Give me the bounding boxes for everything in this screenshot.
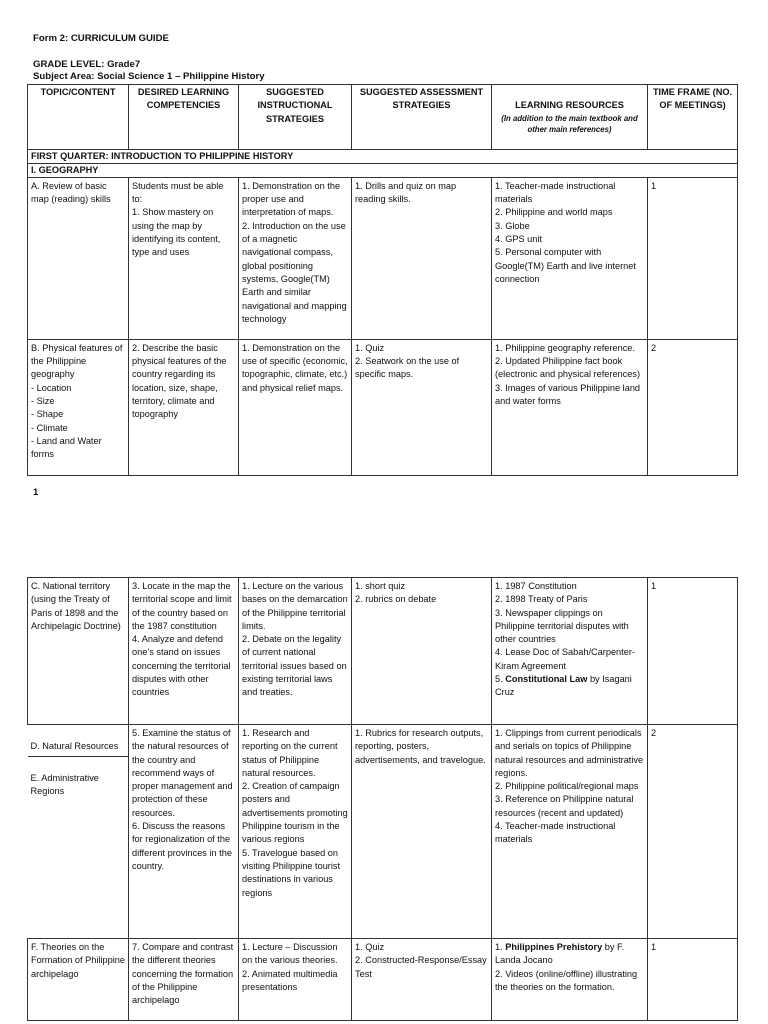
competencies-cell: 7. Compare and contrast the different theories concerning the formation of the Philippine archipelago <box>129 939 239 1021</box>
table-row <box>28 339 738 475</box>
resources-text: 1. <box>495 942 506 952</box>
instructional-cell: 1. Lecture – Discussion on the various theories. 2. Animated multimedia presentations <box>239 939 352 1021</box>
competencies-cell: 3. Locate in the map the territorial scope and limit of the country based on the 1987 constitution 4. Analyze and defend one’s stand on issues concerning the territorial disputes with other countries <box>129 578 239 725</box>
curriculum-table-page1 <box>27 84 738 476</box>
competencies-cell: 2. Describe the basic physical features of the country regarding its location, size, shape, territory, climate and topography <box>129 339 239 475</box>
resources-cell: 1. Teacher-made instructional materials 2. Philippine and world maps 3. Globe 4. GPS unit 5. Personal computer with Google(TM) Earth and live internet connection <box>492 177 648 339</box>
resources-cell: 1. Philippine geography reference. 2. Updated Philippine fact book (electronic and physical references) 3. Images of various Philippine land and water forms <box>492 339 648 475</box>
assessment-cell: 1. short quiz 2. rubrics on debate <box>352 578 492 725</box>
curriculum-table-page2 <box>27 577 738 1021</box>
topic-cell: A. Review of basic map (reading) skills <box>28 177 129 339</box>
topic-cell: B. Physical features of the Philippine geography - Location - Size - Shape - Climate - Land and Water forms <box>28 339 129 475</box>
section-row <box>28 163 738 177</box>
col-resources-header <box>492 85 648 150</box>
quarter-title: FIRST QUARTER: INTRODUCTION TO PHILIPPINE HISTORY <box>28 149 738 163</box>
competencies-cell: 5. Examine the status of the natural resources of the country and recommend ways of proper management and protection of these resources. 6. Discuss the reasons for regionalization of the different provinces in the country. <box>129 725 239 939</box>
assessment-cell: 1. Rubrics for research outputs, reporting, posters, advertisements, and travelogue. <box>352 725 492 939</box>
resources-cell: 1. Clippings from current periodicals and serials on topics of Philippine natural resources and administrative regions. 2. Philippine political/regional maps 3. Reference on Philippine natural resources (recent and updated) 4. Teacher-made instructional materials <box>492 725 648 939</box>
topic-administrative-regions: E. Administrative Regions <box>30 772 99 797</box>
instructional-cell: 1. Demonstration on the proper use and interpretation of maps. 2. Introduction on the use of a magnetic navigational compass, global positioning systems, Google(TM) Earth and similar navigational and mapping technology <box>239 177 352 339</box>
topic-natural-resources: D. Natural Resources <box>28 738 129 756</box>
col-topic-header: TOPIC/CONTENT <box>28 85 129 150</box>
resources-cell <box>492 578 648 725</box>
grade-level: GRADE LEVEL: Grade7 <box>33 59 141 70</box>
assessment-cell: 1. Quiz 2. Constructed-Response/Essay Test <box>352 939 492 1021</box>
topic-cell: C. National territory (using the Treaty of Paris of 1898 and the Archipelagic Doctrine) <box>28 578 129 725</box>
instructional-cell: 1. Research and reporting on the current status of Philippine natural resources. 2. Creation of campaign posters and advertisements promoting Philippine tourism in the various regions 5. Travelogue based on visiting Philippine tourist destinations in various regions <box>239 725 352 939</box>
time-cell: 2 <box>648 339 738 475</box>
col-competencies-header: DESIRED LEARNING COMPETENCIES <box>129 85 239 150</box>
time-cell: 2 <box>648 725 738 939</box>
book-title: Philippines Prehistory <box>505 942 603 952</box>
quarter-row <box>28 149 738 163</box>
resources-header-note: (In addition to the main textbook and other main references) <box>501 113 638 134</box>
competencies-cell: Students must be able to: 1. Show mastery on using the map by identifying its content, type and uses <box>129 177 239 339</box>
time-cell: 1 <box>648 939 738 1021</box>
section-title: I. GEOGRAPHY <box>28 163 738 177</box>
assessment-cell: 1. Drills and quiz on map reading skills. <box>352 177 492 339</box>
book-author: by Isagani Cruz <box>495 674 632 698</box>
topic-cell: F. Theories on the Formation of Philippine archipelago <box>28 939 129 1021</box>
form-title: Form 2: CURRICULUM GUIDE <box>33 33 169 44</box>
resources-cell <box>492 939 648 1021</box>
table-row <box>28 939 738 1021</box>
col-instructional-header: SUGGESTED INSTRUCTIONAL STRATEGIES <box>239 85 352 150</box>
table-row <box>28 177 738 339</box>
assessment-cell: 1. Quiz 2. Seatwork on the use of specific maps. <box>352 339 492 475</box>
subject-area: Subject Area: Social Science 1 – Philippine History <box>33 71 265 82</box>
col-time-header: TIME FRAME (NO. OF MEETINGS) <box>648 85 738 150</box>
table-row <box>28 725 738 939</box>
topic-cell <box>28 725 129 939</box>
col-assessment-header: SUGGESTED ASSESSMENT STRATEGIES <box>352 85 492 150</box>
instructional-cell: 1. Lecture on the various bases on the demarcation of the Philippine territorial limits. 2. Debate on the legality of current national territorial issues based on existing territorial laws and treaties. <box>239 578 352 725</box>
book-author: by F. Landa Jocano 2. Videos (online/offline) illustrating the theories on the formation. <box>495 942 638 992</box>
instructional-cell: 1. Demonstration on the use of specific (economic, topographic, climate, etc.) and physical relief maps. <box>239 339 352 475</box>
resources-header-label: LEARNING RESOURCES <box>515 100 624 111</box>
book-title: Constitutional Law <box>505 674 588 685</box>
page-number: 1 <box>33 487 39 498</box>
table-header-row <box>28 85 738 150</box>
table-row <box>28 578 738 725</box>
resources-text: 1. 1987 Constitution 2. 1898 Treaty of Paris 3. Newspaper clippings on Philippine territorial disputes with other countries 4. Lease Doc of Sabah/Carpenter-Kiram Agreement 5. <box>495 581 635 685</box>
time-cell: 1 <box>648 177 738 339</box>
time-cell: 1 <box>648 578 738 725</box>
